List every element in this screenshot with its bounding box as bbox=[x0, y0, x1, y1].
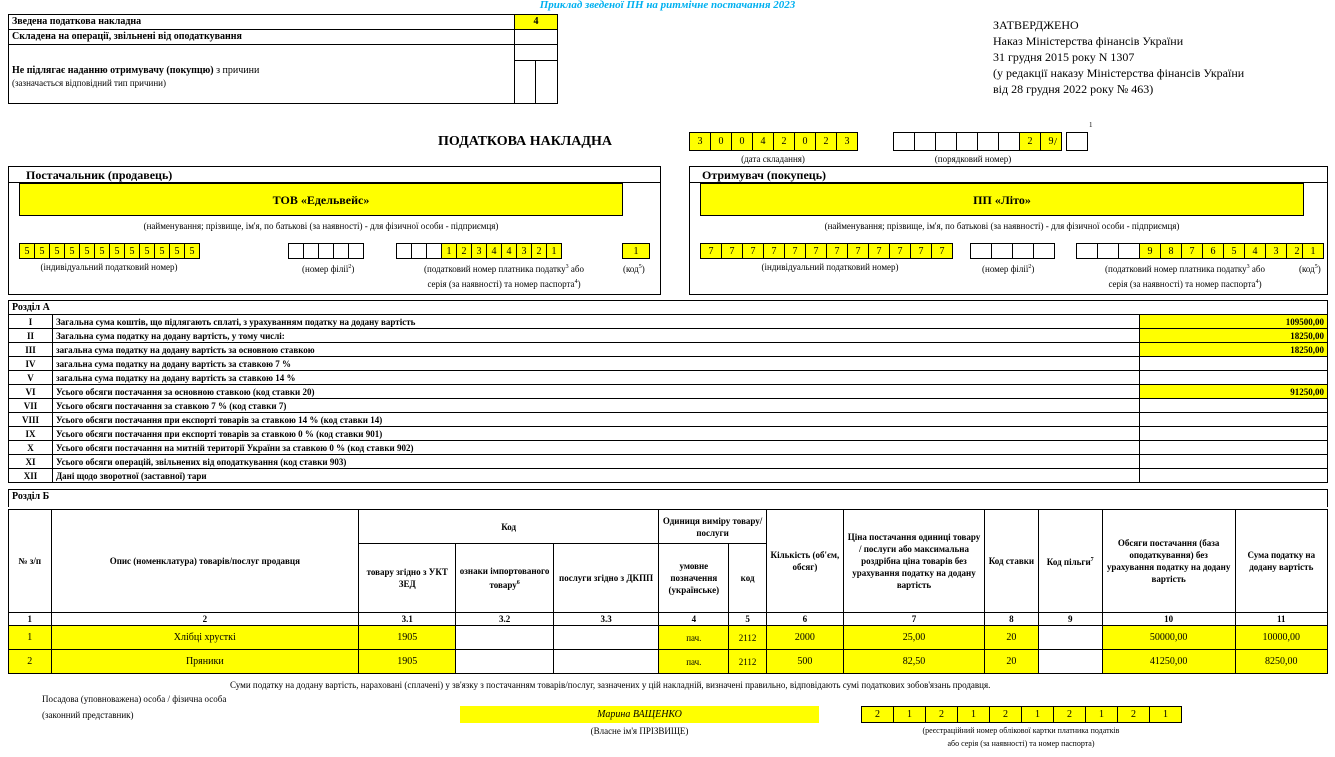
item-benefit[interactable] bbox=[1038, 626, 1102, 650]
card-number-field[interactable] bbox=[861, 706, 1181, 723]
footer-statement: Суми податку на додану вартість, нараховані (сплачені) у зв'язку з постачанням товарів/послуг, зазначених у цій накладній, визначені правильно, відповідають сумі податкових зобов'язань продавця. bbox=[230, 680, 991, 690]
row-label: Усього обсяги постачання за основною ставкою (код ставки 20) bbox=[52, 385, 1139, 399]
ipn-digit: 7 bbox=[700, 243, 722, 259]
item-quantity[interactable]: 500 bbox=[766, 650, 843, 674]
section-a-row bbox=[9, 413, 1328, 427]
approval-line: 31 грудня 2015 року N 1307 bbox=[993, 50, 1135, 64]
date-digit: 0 bbox=[731, 132, 753, 151]
supplier-taxno-caption: (податковий номер платника податку$^3$ або bbox=[424, 264, 584, 274]
section-a-row bbox=[9, 329, 1328, 343]
col-header-desc: Опис (номенклатура) товарів/послуг продавця bbox=[51, 510, 358, 613]
card-digit: 1 bbox=[1085, 706, 1118, 723]
section-a-row bbox=[9, 441, 1328, 455]
taxno-digit: 4 bbox=[486, 243, 502, 259]
official-line-2: (законний представник) bbox=[42, 710, 134, 720]
supplier-taxno-caption-2: серія (за наявності) та номер паспорта$^4$) bbox=[427, 279, 581, 289]
card-digit: 2 bbox=[1053, 706, 1086, 723]
row-number: I bbox=[9, 315, 53, 329]
ipn-digit: 7 bbox=[805, 243, 827, 259]
buyer-code-field[interactable] bbox=[1302, 243, 1323, 259]
buyer-taxno-caption-2: серія (за наявності) та номер паспорта$^4$) bbox=[1108, 279, 1262, 289]
buyer-taxno-field[interactable] bbox=[1076, 243, 1307, 259]
taxno-digit: 4 bbox=[1244, 243, 1266, 259]
supplier-code-caption: (код$^5$) bbox=[623, 264, 645, 274]
card-digit: 1 bbox=[893, 706, 926, 723]
number-field[interactable] bbox=[893, 132, 1061, 151]
branch-cell bbox=[333, 243, 349, 259]
number-separator: / bbox=[1054, 136, 1058, 148]
row-number: XII bbox=[9, 469, 53, 483]
item-dkpp[interactable] bbox=[553, 626, 659, 650]
card-digit: 1 bbox=[1149, 706, 1182, 723]
row-number: III bbox=[9, 343, 53, 357]
section-a-row bbox=[9, 315, 1328, 329]
taxno-digit: 8 bbox=[1160, 243, 1182, 259]
card-digit: 1 bbox=[1021, 706, 1054, 723]
date-digit: 2 bbox=[773, 132, 795, 151]
number-digit bbox=[893, 132, 915, 151]
number-digit bbox=[956, 132, 978, 151]
row-label: Усього обсяги операцій, звільнених від оподаткування (код ставки 903) bbox=[52, 455, 1139, 469]
column-number: 3.2 bbox=[456, 613, 553, 626]
ipn-digit: 5 bbox=[139, 243, 155, 259]
ipn-digit: 5 bbox=[154, 243, 170, 259]
ipn-digit: 5 bbox=[19, 243, 35, 259]
ipn-digit: 5 bbox=[64, 243, 80, 259]
item-uktzed[interactable]: 1905 bbox=[359, 626, 456, 650]
status-box bbox=[8, 14, 558, 104]
exempt-label: Складена на операції, звільнені від оподаткування bbox=[12, 31, 242, 42]
ipn-digit: 7 bbox=[742, 243, 764, 259]
row-label: Усього обсяги постачання на митній території України за ставкою 0 % (код ставки 902) bbox=[52, 441, 1139, 455]
card-caption-2: або серія (за наявності) та номер паспорта) bbox=[947, 739, 1095, 748]
item-volume[interactable]: 41250,00 bbox=[1102, 650, 1235, 674]
row-label: Усього обсяги постачання за ставкою 7 % (код ставки 7) bbox=[52, 399, 1139, 413]
date-digit: 0 bbox=[794, 132, 816, 151]
item-unit-code[interactable]: 2112 bbox=[729, 626, 767, 650]
card-digit: 2 bbox=[989, 706, 1022, 723]
supplier-name[interactable]: ТОВ «Едельвейс» bbox=[19, 183, 623, 216]
buyer-taxno-caption: (податковий номер платника податку$^3$ або bbox=[1105, 264, 1265, 274]
ipn-digit: 5 bbox=[49, 243, 65, 259]
number-digit bbox=[977, 132, 999, 151]
row-value[interactable]: 18250,00 bbox=[1140, 343, 1328, 357]
row-number: IX bbox=[9, 427, 53, 441]
buyer-ipn-field[interactable] bbox=[700, 243, 952, 259]
section-b-table bbox=[8, 509, 1328, 674]
taxno-digit: 1 bbox=[546, 243, 562, 259]
date-digit: 0 bbox=[710, 132, 732, 151]
number-digit bbox=[998, 132, 1020, 151]
taxno-digit: 2 bbox=[456, 243, 472, 259]
supplier-branch-field[interactable] bbox=[288, 243, 363, 259]
row-number: X bbox=[9, 441, 53, 455]
ipn-digit: 5 bbox=[109, 243, 125, 259]
taxno-digit: 6 bbox=[1202, 243, 1224, 259]
row-label: Дані щодо зворотної (заставної) тари bbox=[52, 469, 1139, 483]
card-caption-1: (реєстраційний номер облікової картки платника податків bbox=[922, 726, 1120, 735]
ipn-digit: 7 bbox=[868, 243, 890, 259]
row-label: Усього обсяги постачання при експорті товарів за ставкою 0 % (код ставки 901) bbox=[52, 427, 1139, 441]
section-b-heading: Розділ Б bbox=[12, 491, 50, 502]
row-value[interactable] bbox=[1140, 399, 1328, 413]
buyer-heading: Отримувач (покупець) bbox=[702, 168, 827, 182]
taxno-digit: 2 bbox=[1286, 243, 1308, 259]
column-number: 2 bbox=[51, 613, 358, 626]
supplier-ipn-caption: (індивідуальний податковий номер) bbox=[40, 262, 178, 272]
column-number: 8 bbox=[985, 613, 1039, 626]
ipn-digit: 7 bbox=[931, 243, 953, 259]
row-value[interactable]: 18250,00 bbox=[1140, 329, 1328, 343]
item-unit[interactable]: пач. bbox=[659, 626, 729, 650]
ipn-digit: 5 bbox=[79, 243, 95, 259]
ipn-digit: 7 bbox=[721, 243, 743, 259]
column-number: 4 bbox=[659, 613, 729, 626]
taxno-digit: 5 bbox=[1223, 243, 1245, 259]
item-unit[interactable]: пач. bbox=[659, 650, 729, 674]
col-header-unit-code: код bbox=[729, 544, 767, 613]
taxno-digit bbox=[426, 243, 442, 259]
item-description[interactable]: Хлібці хрусткі bbox=[51, 626, 358, 650]
taxno-digit: 2 bbox=[531, 243, 547, 259]
supplier-branch-caption: (номер філії$^2$) bbox=[302, 264, 355, 274]
col-header-volume: Обсяги постачання (база оподаткування) без урахування податку на додану вартість bbox=[1102, 510, 1235, 613]
row-number: II bbox=[9, 329, 53, 343]
section-a-row bbox=[9, 357, 1328, 371]
branch-cell bbox=[970, 243, 992, 259]
taxno-digit bbox=[1118, 243, 1140, 259]
row-value[interactable] bbox=[1140, 441, 1328, 455]
supplier-ipn-field[interactable] bbox=[19, 243, 199, 259]
row-value[interactable] bbox=[1140, 413, 1328, 427]
branch-cell bbox=[288, 243, 304, 259]
row-value[interactable]: 91250,00 bbox=[1140, 385, 1328, 399]
row-value[interactable] bbox=[1140, 371, 1328, 385]
consolidated-label: Зведена податкова накладна bbox=[12, 16, 142, 27]
row-number: XI bbox=[9, 455, 53, 469]
supplier-code-field[interactable] bbox=[622, 243, 649, 259]
approval-line: від 28 грудня 2022 року № 463) bbox=[993, 82, 1154, 96]
row-label: загальна сума податку на додану вартість за ставкою 14 % bbox=[52, 371, 1139, 385]
date-digit: 3 bbox=[689, 132, 711, 151]
item-price[interactable]: 25,00 bbox=[843, 626, 984, 650]
number-suffix-field[interactable] bbox=[1066, 132, 1087, 151]
buyer-code-caption: (код$^5$) bbox=[1299, 264, 1321, 274]
number-digit bbox=[914, 132, 936, 151]
number-digit: 9 bbox=[1040, 132, 1062, 151]
code-digit: 1 bbox=[622, 243, 650, 259]
supplier-panel bbox=[8, 166, 661, 295]
item-price[interactable]: 82,50 bbox=[843, 650, 984, 674]
item-description[interactable]: Пряники bbox=[51, 650, 358, 674]
section-a-table bbox=[8, 300, 1328, 483]
buyer-name[interactable]: ПП «Літо» bbox=[700, 183, 1304, 216]
section-a-row bbox=[9, 385, 1328, 399]
approval-line: ЗАТВЕРДЖЕНО bbox=[993, 18, 1079, 32]
supplier-taxno-field[interactable] bbox=[396, 243, 561, 259]
official-line-1: Посадова (уповноважена) особа / фізична особа bbox=[42, 694, 227, 704]
row-number: VII bbox=[9, 399, 53, 413]
col-header-rate: Код ставки bbox=[985, 510, 1039, 613]
branch-cell bbox=[1033, 243, 1055, 259]
column-number: 10 bbox=[1102, 613, 1235, 626]
date-digit: 3 bbox=[836, 132, 858, 151]
ipn-digit: 5 bbox=[184, 243, 200, 259]
row-value[interactable]: 109500,00 bbox=[1140, 315, 1328, 329]
col-header-vat: Сума податку на додану вартість bbox=[1235, 510, 1327, 613]
item-number[interactable]: 2 bbox=[9, 650, 52, 674]
col-header-unit: Одиниця виміру товару/послуги bbox=[659, 510, 767, 544]
supplier-heading: Постачальник (продавець) bbox=[26, 168, 173, 182]
section-a-row bbox=[9, 469, 1328, 483]
taxno-digit bbox=[396, 243, 412, 259]
ipn-digit: 7 bbox=[763, 243, 785, 259]
number-digit: 2 bbox=[1019, 132, 1041, 151]
taxno-digit: 3 bbox=[516, 243, 532, 259]
not-given-label: Не підлягає наданню отримувачу (покупцю) з причини bbox=[12, 65, 260, 76]
buyer-branch-caption: (номер філії$^2$) bbox=[982, 264, 1035, 274]
branch-cell bbox=[348, 243, 364, 259]
row-value[interactable] bbox=[1140, 455, 1328, 469]
section-a-row bbox=[9, 371, 1328, 385]
column-number: 3.3 bbox=[553, 613, 659, 626]
column-number: 3.1 bbox=[359, 613, 456, 626]
section-a-heading: Розділ А bbox=[9, 301, 1328, 315]
item-rate[interactable]: 20 bbox=[985, 626, 1039, 650]
item-number[interactable]: 1 bbox=[9, 626, 52, 650]
item-rate[interactable]: 20 bbox=[985, 650, 1039, 674]
buyer-ipn-caption: (індивідуальний податковий номер) bbox=[761, 262, 899, 272]
date-caption: (дата складання) bbox=[741, 154, 805, 164]
ipn-digit: 7 bbox=[826, 243, 848, 259]
number-caption: (порядковий номер) bbox=[934, 154, 1012, 164]
col-header-uktzed: товару згідно з УКТ ЗЕД bbox=[359, 544, 456, 613]
ipn-digit: 5 bbox=[169, 243, 185, 259]
taxno-digit: 3 bbox=[1265, 243, 1287, 259]
col-header-num: № з/п bbox=[9, 510, 52, 613]
row-label: загальна сума податку на додану вартість за основною ставкою bbox=[52, 343, 1139, 357]
doc-title: ПОДАТКОВА НАКЛАДНА bbox=[438, 134, 613, 149]
ipn-digit: 7 bbox=[784, 243, 806, 259]
code-digit: 1 bbox=[1302, 243, 1324, 259]
section-a-row bbox=[9, 427, 1328, 441]
row-value[interactable] bbox=[1140, 357, 1328, 371]
approval-line: (у редакції наказу Міністерства фінансів України bbox=[993, 66, 1245, 80]
row-number: V bbox=[9, 371, 53, 385]
ipn-digit: 7 bbox=[847, 243, 869, 259]
taxno-digit: 1 bbox=[441, 243, 457, 259]
taxno-digit: 7 bbox=[1181, 243, 1203, 259]
approval-block bbox=[993, 17, 1244, 97]
row-label: загальна сума податку на додану вартість за ставкою 7 % bbox=[52, 357, 1139, 371]
col-header-price: Ціна постачання одиниці товару / послуги або максимальна роздрібна ціна товарів без урахування податку на додану вартість bbox=[843, 510, 984, 613]
row-number: VI bbox=[9, 385, 53, 399]
item-import-sign[interactable] bbox=[456, 650, 553, 674]
item-vat[interactable]: 8250,00 bbox=[1235, 650, 1327, 674]
branch-cell bbox=[1012, 243, 1034, 259]
ipn-digit: 5 bbox=[124, 243, 140, 259]
footnote-1: 1 bbox=[1089, 121, 1093, 129]
ipn-digit: 7 bbox=[910, 243, 932, 259]
card-digit: 2 bbox=[925, 706, 958, 723]
date-digit: 4 bbox=[752, 132, 774, 151]
col-header-qty: Кількість (об'єм, обсяг) bbox=[766, 510, 843, 613]
section-a-row bbox=[9, 343, 1328, 357]
column-number: 11 bbox=[1235, 613, 1327, 626]
col-header-dkpp: послуги згідно з ДКПП bbox=[553, 544, 659, 613]
taxno-digit bbox=[1097, 243, 1119, 259]
column-number: 1 bbox=[9, 613, 52, 626]
branch-cell bbox=[991, 243, 1013, 259]
section-a-row bbox=[9, 399, 1328, 413]
number-suffix-cell bbox=[1066, 132, 1088, 151]
row-value[interactable] bbox=[1140, 427, 1328, 441]
approval-line: Наказ Міністерства фінансів України bbox=[993, 34, 1184, 48]
item-vat[interactable]: 10000,00 bbox=[1235, 626, 1327, 650]
branch-cell bbox=[318, 243, 334, 259]
item-benefit[interactable] bbox=[1038, 650, 1102, 674]
taxno-digit bbox=[411, 243, 427, 259]
buyer-panel bbox=[689, 166, 1328, 295]
card-digit: 2 bbox=[1117, 706, 1150, 723]
row-label: Загальна сума податку на додану вартість, у тому числі: bbox=[52, 329, 1139, 343]
row-number: IV bbox=[9, 357, 53, 371]
ipn-digit: 5 bbox=[94, 243, 110, 259]
item-uktzed[interactable]: 1905 bbox=[359, 650, 456, 674]
col-header-import: ознаки імпортованого товару$^6$ bbox=[456, 544, 553, 613]
taxno-digit: 3 bbox=[471, 243, 487, 259]
col-header-unit-name: умовне позначення (українське) bbox=[659, 544, 729, 613]
item-dkpp[interactable] bbox=[553, 650, 659, 674]
taxno-digit: 4 bbox=[501, 243, 517, 259]
item-volume[interactable]: 50000,00 bbox=[1102, 626, 1235, 650]
signer-name[interactable]: Марина ВАЩЕНКО bbox=[460, 706, 819, 723]
buyer-branch-field[interactable] bbox=[970, 243, 1054, 259]
ipn-digit: 5 bbox=[34, 243, 50, 259]
item-import-sign[interactable] bbox=[456, 626, 553, 650]
supplier-name-caption: (найменування; прізвище, ім'я, по батькові (за наявності) - для фізичної особи - підприємця) bbox=[143, 221, 499, 231]
column-number: 7 bbox=[843, 613, 984, 626]
column-number: 5 bbox=[729, 613, 767, 626]
item-quantity[interactable]: 2000 bbox=[766, 626, 843, 650]
row-number: VIII bbox=[9, 413, 53, 427]
column-numbers-row bbox=[9, 613, 1328, 626]
column-number: 9 bbox=[1038, 613, 1102, 626]
card-digit: 1 bbox=[957, 706, 990, 723]
row-label: Загальна сума коштів, що підлягають сплаті, з урахуванням податку на додану вартість bbox=[52, 315, 1139, 329]
branch-cell bbox=[303, 243, 319, 259]
col-header-code: Код bbox=[359, 510, 659, 544]
column-number: 6 bbox=[766, 613, 843, 626]
signer-caption: (Власне ім'я ПРІЗВИЩЕ) bbox=[590, 726, 689, 736]
section-a-row bbox=[9, 455, 1328, 469]
row-value[interactable] bbox=[1140, 469, 1328, 483]
date-field[interactable] bbox=[689, 132, 857, 151]
item-unit-code[interactable]: 2112 bbox=[729, 650, 767, 674]
table-row bbox=[9, 626, 1328, 650]
card-digit: 2 bbox=[861, 706, 894, 723]
ipn-digit: 7 bbox=[889, 243, 911, 259]
consolidated-value[interactable]: 4 bbox=[515, 15, 557, 29]
table-row bbox=[9, 650, 1328, 674]
number-digit bbox=[935, 132, 957, 151]
date-digit: 2 bbox=[815, 132, 837, 151]
taxno-digit: 9 bbox=[1139, 243, 1161, 259]
buyer-name-caption: (найменування; прізвище, ім'я, по батькові (за наявності) - для фізичної особи - підприємця) bbox=[824, 221, 1180, 231]
row-label: Усього обсяги постачання при експорті товарів за ставкою 14 % (код ставки 14) bbox=[52, 413, 1139, 427]
reason-hint: (зазначається відповідний тип причини) bbox=[12, 78, 166, 88]
taxno-digit bbox=[1076, 243, 1098, 259]
example-title: Приклад зведеної ПН на ритмічне постачання 2023 bbox=[539, 0, 796, 11]
col-header-benefit: Код пільги$^7$ bbox=[1038, 510, 1102, 613]
